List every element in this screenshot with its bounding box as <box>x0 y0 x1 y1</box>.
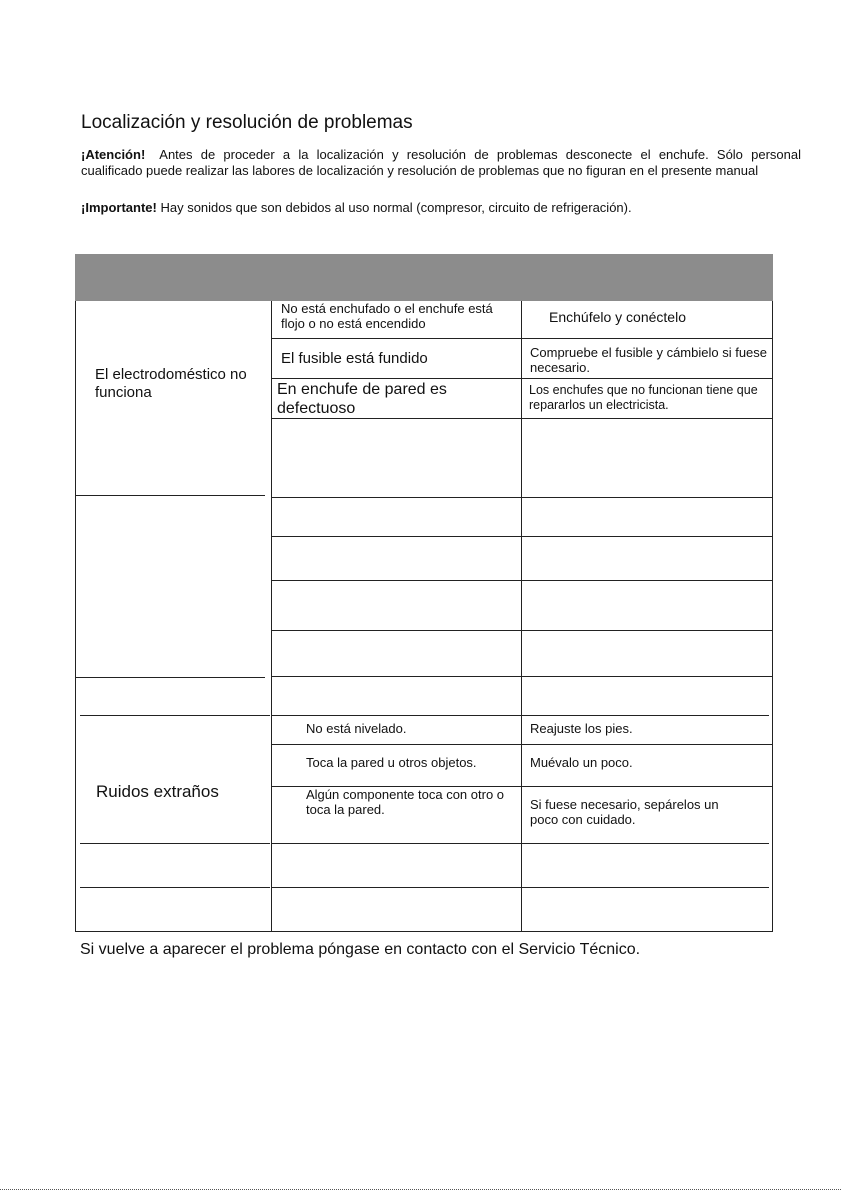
row-line <box>271 744 773 745</box>
cause-wall-socket: En enchufe de pared es defectuoso <box>277 381 447 417</box>
row-line <box>75 677 265 678</box>
row-line <box>271 580 773 581</box>
row-line <box>271 497 773 498</box>
row-line <box>271 536 773 537</box>
solution-plug-in: Enchúfelo y conéctelo <box>549 309 686 325</box>
cause-touches-wall: Toca la pared u otros objetos. <box>306 755 477 770</box>
important-label: ¡Importante! <box>81 200 157 215</box>
table-divider-1 <box>271 301 272 931</box>
attention-notice <box>81 147 801 179</box>
table-divider-2 <box>521 301 522 931</box>
row-line <box>271 418 773 419</box>
table-border-left <box>75 301 76 931</box>
row-line <box>271 676 773 677</box>
cause-unplugged: No está enchufado o el enchufe está flojo o no está encendido <box>281 301 493 331</box>
attention-text: Antes de proceder a la localización y resolución de problemas desconecte el enchufe. Sólo personal cualificado puede realizar las labores de localización y resolución de problemas que no figuran en el presente manual <box>81 147 801 178</box>
row-line <box>271 843 769 844</box>
solution-move-slightly: Muévalo un poco. <box>530 755 633 770</box>
footer-note: Si vuelve a aparecer el problema póngase en contacto con el Servicio Técnico. <box>80 941 641 958</box>
page-title: Localización y resolución de problemas <box>81 112 413 133</box>
page-bottom-border <box>0 1189 841 1190</box>
solution-electrician: Los enchufes que no funcionan tiene que repararlos un electricista. <box>529 383 758 412</box>
row-line <box>271 378 773 379</box>
row-line <box>271 630 773 631</box>
solution-separate-components: Si fuese necesario, sepárelos un poco con cuidado. <box>530 797 719 827</box>
cause-component-touches: Algún componente toca con otro o toca la pared. <box>306 787 505 817</box>
table-border-right <box>772 301 773 931</box>
row-line <box>80 887 270 888</box>
important-text: Hay sonidos que son debidos al uso normal (compresor, circuito de refrigeración). <box>160 200 632 215</box>
row-line <box>271 887 769 888</box>
row-line <box>271 338 773 339</box>
problem-strange-noises: Ruidos extraños <box>96 782 219 801</box>
table-border-bottom <box>75 931 773 932</box>
row-line <box>80 715 270 716</box>
row-line <box>80 843 270 844</box>
important-notice <box>81 200 801 216</box>
row-line <box>271 715 769 716</box>
cause-fuse-blown: El fusible está fundido <box>281 350 428 367</box>
solution-check-fuse: Compruebe el fusible y cámbielo si fuese necesario. <box>530 345 768 375</box>
attention-label: ¡Atención! <box>81 147 146 162</box>
solution-adjust-feet: Reajuste los pies. <box>530 721 633 736</box>
row-line <box>75 495 265 496</box>
problem-not-working: El electrodoméstico no funciona <box>95 366 247 401</box>
cause-not-level: No está nivelado. <box>306 721 407 736</box>
table-header-band <box>75 254 773 301</box>
